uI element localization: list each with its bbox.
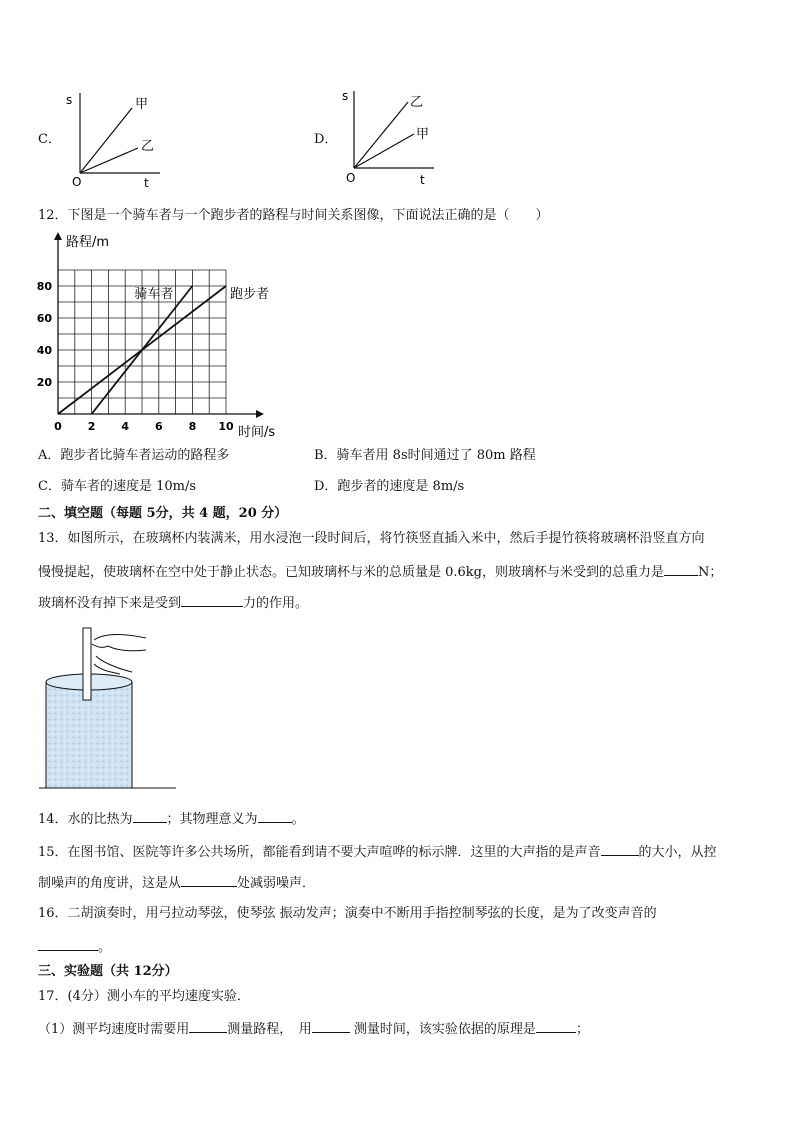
q16-blank[interactable]	[38, 938, 98, 951]
q17-part-1	[38, 1020, 589, 1039]
q12-stem: 12．下图是一个骑车者与一个跑步者的路程与时间关系图像，下面说法正确的是（ ）	[38, 208, 549, 223]
q15-line-1	[38, 843, 717, 862]
chopstick	[83, 628, 91, 700]
q13-line-3-end: 力的作用。	[243, 596, 309, 611]
option-c-graph	[60, 88, 170, 193]
y-axis-label: s	[342, 89, 349, 103]
q13-line-2-text: 慢慢提起，使玻璃杯在空中处于静止状态。已知玻璃杯与米的总质量是 0.6kg，则玻璃杯与米受到的总重力是	[38, 565, 665, 580]
q15-text-a: 15．在图书馆、医院等许多公共场所，都能看到请不要大声喧哗的标示牌．这里的大声指的是声音	[38, 845, 601, 860]
y-axis-arrow	[54, 232, 62, 240]
hand-fingers	[92, 644, 132, 674]
lower-line	[80, 148, 138, 173]
q15-blank-2[interactable]	[181, 874, 237, 887]
series-label-runner: 跑步者	[230, 287, 270, 302]
q15-line-2	[38, 874, 315, 893]
x-tick-label: 8	[188, 420, 197, 433]
q14-line	[38, 810, 305, 829]
q13-line-1: 13．如图所示，在玻璃杯内装满米，用水浸泡一段时间后，将竹筷竖直插入米中，然后手提竹筷将玻璃杯沿竖直方向	[38, 531, 705, 546]
option-d-graph	[336, 86, 446, 191]
q14-blank-2[interactable]	[258, 810, 292, 823]
q17-blank-principle[interactable]	[536, 1020, 576, 1033]
q17-stem: 17．(4分）测小车的平均速度实验．	[38, 989, 250, 1004]
y-tick-label: 60	[36, 312, 52, 325]
q14-blank-1[interactable]	[133, 810, 167, 823]
upper-line-label: 乙	[410, 95, 424, 110]
q15-blank-1[interactable]	[601, 843, 639, 856]
q15-text-c: 制噪声的角度讲，这是从	[38, 876, 182, 891]
q16-line-1: 16．二胡演奏时，用弓拉动琴弦，使琴弦 振动发声；演奏中不断用手指控制琴弦的长度，是为了改变声音的	[38, 906, 657, 921]
q14-text-c: 。	[291, 812, 305, 827]
x-axis-label: t	[420, 173, 425, 187]
y-tick-label: 80	[36, 280, 52, 293]
q12-option-b: B．骑车者用 8s时间通过了 80m 路程	[314, 448, 536, 463]
q12-option-d: D．跑步者的速度是 8m/s	[314, 479, 465, 494]
q12-option-c: C．骑车者的速度是 10m/s	[38, 479, 196, 494]
q17-text-d: ；	[575, 1022, 589, 1037]
x-axis-title: 时间/s	[238, 425, 276, 438]
section-3-heading: 三、实验题（共 12分）	[38, 964, 178, 979]
hand-outline	[94, 635, 146, 641]
q13-line-2	[38, 563, 722, 582]
q13-line-3	[38, 594, 308, 613]
y-axis-title: 路程/m	[66, 235, 110, 250]
y-tick-label: 20	[36, 376, 52, 389]
q15-text-d: 处减弱噪声．	[237, 876, 316, 891]
x-axis-arrow	[256, 410, 264, 418]
q17-text-a: （1）测平均速度时需要用	[38, 1022, 190, 1037]
origin-label: O	[346, 171, 356, 185]
q15-text-b: 的大小，从控	[638, 845, 717, 860]
q14-text-b: ；其物理意义为	[166, 812, 258, 827]
x-tick-label: 10	[218, 420, 234, 433]
q13-line-3-text: 玻璃杯没有掉下来是受到	[38, 596, 182, 611]
origin-label: O	[72, 175, 82, 189]
q14-text-a: 14．水的比热为	[38, 812, 133, 827]
x-tick-label: 2	[87, 420, 96, 433]
q13-unit: N；	[698, 565, 723, 580]
q17-text-c: 测量时间，该实验依据的原理是	[349, 1022, 536, 1037]
q16-line-2	[38, 938, 111, 957]
q12-option-a: A．跑步者比骑车者运动的路程多	[38, 448, 230, 463]
q17-text-b: 测量路程， 用	[227, 1022, 312, 1037]
lower-line	[354, 134, 414, 168]
x-tick-label: 6	[154, 420, 163, 433]
option-c-label: C．	[38, 132, 61, 147]
q17-blank-time-tool[interactable]	[312, 1020, 350, 1033]
x-tick-label: 4	[121, 420, 130, 433]
section-2-heading: 二、填空题（每题 5分，共 4 题，20 分）	[38, 506, 288, 521]
series-label-cyclist: 骑车者	[134, 287, 174, 302]
y-tick-label: 40	[36, 344, 52, 357]
lower-line-label: 乙	[141, 139, 155, 154]
upper-line	[354, 102, 408, 168]
x-tick-label: 0	[54, 420, 62, 433]
upper-line-label: 甲	[135, 97, 149, 112]
x-axis-label: t	[144, 176, 149, 190]
option-d-label: D．	[314, 132, 338, 147]
y-axis-label: s	[66, 93, 73, 107]
glass-cup-figure	[36, 622, 181, 792]
distance-time-chart	[30, 228, 290, 438]
q13-blank-force[interactable]	[181, 594, 243, 607]
upper-line	[80, 108, 132, 173]
lower-line-label: 甲	[416, 127, 430, 142]
q16-end: 。	[98, 940, 112, 955]
q17-blank-distance-tool[interactable]	[189, 1020, 227, 1033]
q13-blank-gravity[interactable]	[664, 563, 698, 576]
